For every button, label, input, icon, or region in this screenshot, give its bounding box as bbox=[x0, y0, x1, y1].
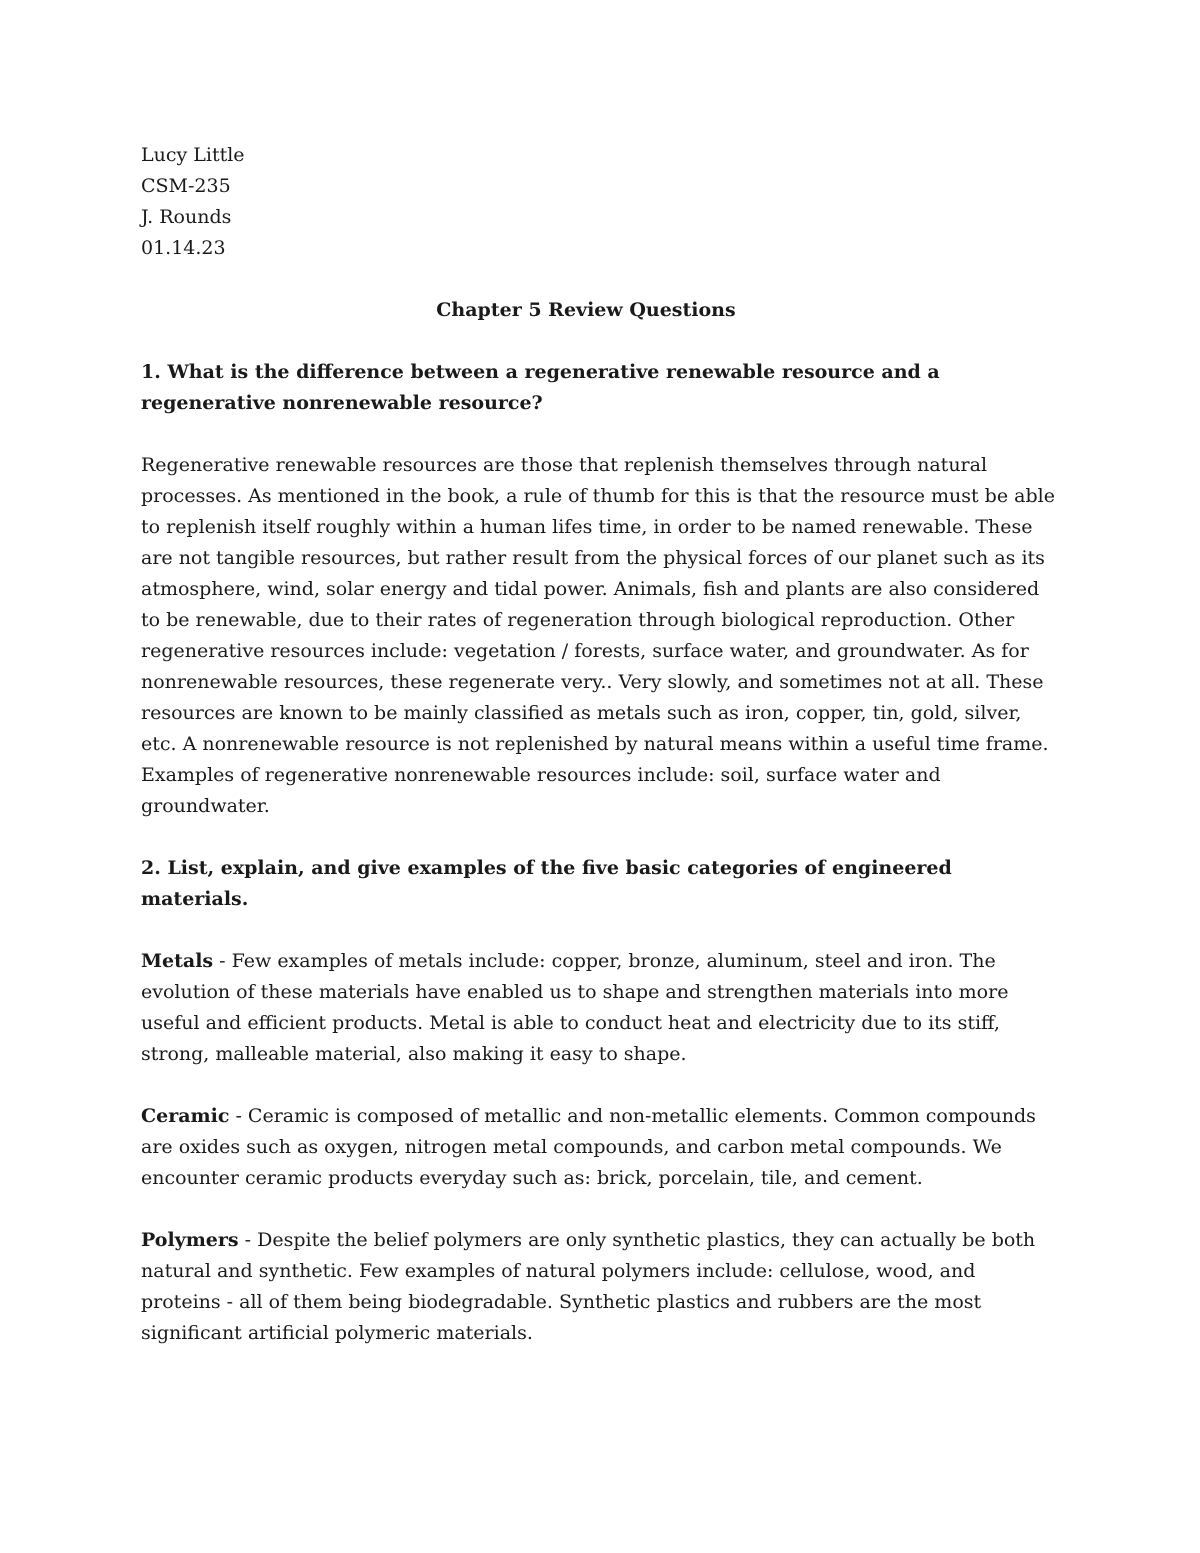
category-metals-term: Metals bbox=[141, 950, 214, 972]
category-ceramic-term: Ceramic bbox=[141, 1105, 230, 1127]
author-name: Lucy Little bbox=[141, 144, 245, 166]
question-1-prompt: 1. What is the difference between a regenerative renewable resource and a regenerative nonrenewable resource? bbox=[141, 361, 940, 414]
document-date: 01.14.23 bbox=[141, 237, 226, 259]
category-polymers bbox=[141, 1225, 1061, 1349]
document-title: Chapter 5 Review Questions bbox=[436, 299, 736, 321]
category-ceramic-text: - Ceramic is composed of metallic and non-metallic elements. Common compounds are oxides such as oxygen, nitrogen metal compounds, and carbon metal compounds. We encounter ceramic products everyday such as: brick, porcelain, tile, and cement. bbox=[141, 1105, 1036, 1189]
category-metals-text: - Few examples of metals include: copper, bronze, aluminum, steel and iron. The evolution of these materials have enabled us to shape and strengthen materials into more useful and efficient products. Metal is able to conduct heat and electricity due to its stiff, strong, malleable material, also making it easy to shape. bbox=[141, 950, 1009, 1065]
category-metals bbox=[141, 946, 1061, 1070]
category-polymers-term: Polymers bbox=[141, 1229, 239, 1251]
course-code: CSM-235 bbox=[141, 175, 231, 197]
category-ceramic bbox=[141, 1101, 1061, 1194]
question-1-answer: Regenerative renewable resources are those that replenish themselves through natural processes. As mentioned in the book, a rule of thumb for this is that the resource must be able to replenish itself roughly within a human lifes time, in order to be named renewable. These are not tangible resources, but rather result from the physical forces of our planet such as its atmosphere, wind, solar energy and tidal power. Animals, fish and plants are also considered to be renewable, due to their rates of regeneration through biological reproduction. Other regenerative resources include: vegetation / forests, surface water, and groundwater. As for nonrenewable resources, these regenerate very.. Very slowly, and sometimes not at all. These resources are known to be mainly classified as metals such as iron, copper, tin, gold, silver, etc. A nonrenewable resource is not replenished by natural means within a useful time frame. Examples of regenerative nonrenewable resources include: soil, surface water and groundwater. bbox=[141, 454, 1055, 817]
document-body bbox=[141, 140, 1061, 1349]
instructor-name: J. Rounds bbox=[141, 206, 232, 228]
question-2-prompt: 2. List, explain, and give examples of the five basic categories of engineered materials. bbox=[141, 857, 952, 910]
category-polymers-text: - Despite the belief polymers are only synthetic plastics, they can actually be both natural and synthetic. Few examples of natural polymers include: cellulose, wood, and proteins - all of them being biodegradable. Synthetic plastics and rubbers are the most significant artificial polymeric materials. bbox=[141, 1229, 1036, 1344]
